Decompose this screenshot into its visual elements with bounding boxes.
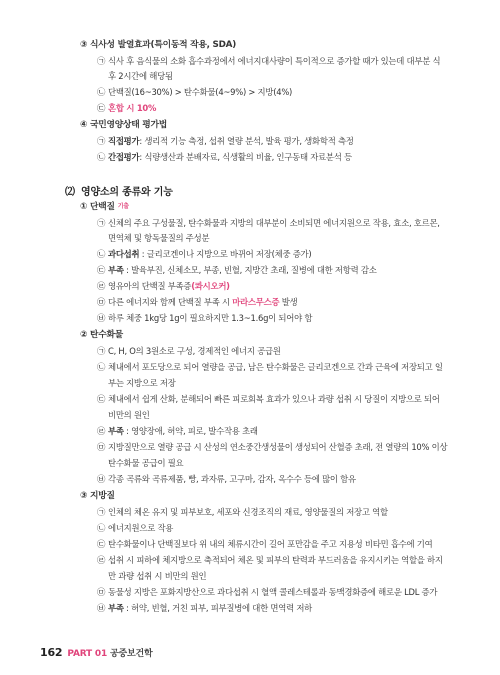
fat-item-1: ㉠ 인체의 체온 유지 및 피부보호, 세포와 신경조직의 재료, 영양물질의 저장고 역할 <box>97 507 388 517</box>
sda-item-3: ㉢ 혼합 시 10% <box>97 103 157 113</box>
fat-heading: ③ 지방질 <box>80 491 115 501</box>
carb-item-1: ㉠ C, H, O의 3원소로 구성, 경제적인 에너지 공급원 <box>97 346 281 356</box>
page-number: 162 <box>40 646 63 659</box>
part-title: 공중보건학 <box>110 649 153 659</box>
assessment-heading: ④ 국민영양상태 평가법 <box>80 120 168 130</box>
protein-heading: ① 단백질 기출 <box>80 202 129 212</box>
part-label: PART 01 <box>67 649 108 659</box>
exam-badge: 기출 <box>117 203 129 210</box>
fat-item-4-cont: 만 과량 섭취 시 비만의 원인 <box>108 571 207 581</box>
carb-item-3-cont: 비만의 원인 <box>108 410 150 420</box>
sda-item-1: ㉠ 식사 후 음식물의 소화 흡수과정에서 에너지대사량이 특이적으로 증가할 때가 있는데 대부분 식 <box>97 56 441 66</box>
sda-heading: ③ 식사성 발열효과(특이동적 작용, SDA) <box>80 40 236 50</box>
carb-item-2-cont: 부는 지방으로 저장 <box>108 378 176 388</box>
carb-item-2: ㉡ 체내에서 포도당으로 되어 열량을 공급, 남은 탄수화물은 글리코겐으로 간과 근육에 저장되고 일 <box>97 362 443 372</box>
protein-item-3: ㉢ 부족 : 발육부진, 신체소모, 부종, 빈혈, 지방간 초래, 질병에 대한 저항력 감소 <box>97 265 377 275</box>
carb-item-3: ㉢ 체내에서 쉽게 산화, 분해되어 빠른 피로회복 효과가 있으나 과량 섭취 시 당질이 지방으로 되어 <box>97 394 440 404</box>
section-number: ⑵ <box>65 187 75 198</box>
carb-item-4: ㉣ 부족 : 영양장애, 허약, 피로, 발수작용 초래 <box>97 426 258 436</box>
assessment-item-direct: ㉠ 직접평가: 생리적 기능 측정, 섭취 열량 분석, 발육 평가, 생화학적 측정 <box>97 136 354 146</box>
protein-item-6: ㉥ 하루 체중 1kg당 1g이 필요하지만 1.3~1.6g이 되어야 함 <box>97 313 313 323</box>
protein-item-1-cont: 면역체 및 항독물질의 주성분 <box>108 233 210 243</box>
section-title: 영양소의 종류와 기능 <box>81 187 173 198</box>
assessment-item-indirect: ㉡ 간접평가: 식량생산과 분배자료, 식생활의 비율, 인구동태 자료분석 등 <box>97 152 352 162</box>
protein-item-4: ㉣ 영유아의 단백질 부족증(콰시오커) <box>97 281 230 291</box>
fat-item-5: ㉤ 동물성 지방은 포화지방산으로 과다섭취 시 혈액 콜레스테롤과 동맥경화증에 해로운 LDL 증가 <box>97 587 438 597</box>
sda-item-2: ㉡ 단백질(16~30%) > 탄수화물(4~9%) > 지방(4%) <box>97 87 293 97</box>
protein-item-2: ㉡ 과다섭취 : 글리코겐이나 지방으로 바뀌어 저장(체중 증가) <box>97 249 312 259</box>
protein-item-1: ㉠ 신체의 주요 구성물질, 탄수화물과 지방의 대부분이 소비되면 에너지원으로 작용, 효소, 호르몬, <box>97 218 440 228</box>
fat-item-4: ㉣ 섭취 시 피하에 체지방으로 축적되어 체온 및 피부의 탄력과 부드러움을 유지시키는 역할을 하지 <box>97 555 443 565</box>
protein-item-5: ㉤ 다른 에너지와 함께 단백질 부족 시 마라스무스증 발생 <box>97 297 298 307</box>
carb-item-6: ㉥ 각종 곡류와 곡류제품, 빵, 과자류, 고구마, 감자, 옥수수 등에 많이 함유 <box>97 474 356 484</box>
page-footer <box>40 646 153 659</box>
carb-item-5: ㉤ 지방질만으로 열량 공급 시 산성의 연소중간생성물이 생성되어 산혈증 초래, 전 열량의 10% 이상 <box>97 442 448 452</box>
carb-item-5-cont: 탄수화물 공급이 필요 <box>108 458 184 468</box>
carb-heading: ② 탄수화물 <box>80 330 124 340</box>
sda-item-1-cont: 후 2시간에 해당됨 <box>108 71 173 81</box>
fat-item-3: ㉢ 탄수화물이나 단백질보다 위 내의 체류시간이 길어 포만감을 주고 지용성 비타민 흡수에 기여 <box>97 539 433 549</box>
fat-item-2: ㉡ 에너지원으로 작용 <box>97 523 174 533</box>
fat-item-6: ㉥ 부족 : 허약, 빈혈, 거친 피부, 피부질병에 대한 면역력 저하 <box>97 603 313 613</box>
section-heading-nutrients <box>65 183 173 198</box>
